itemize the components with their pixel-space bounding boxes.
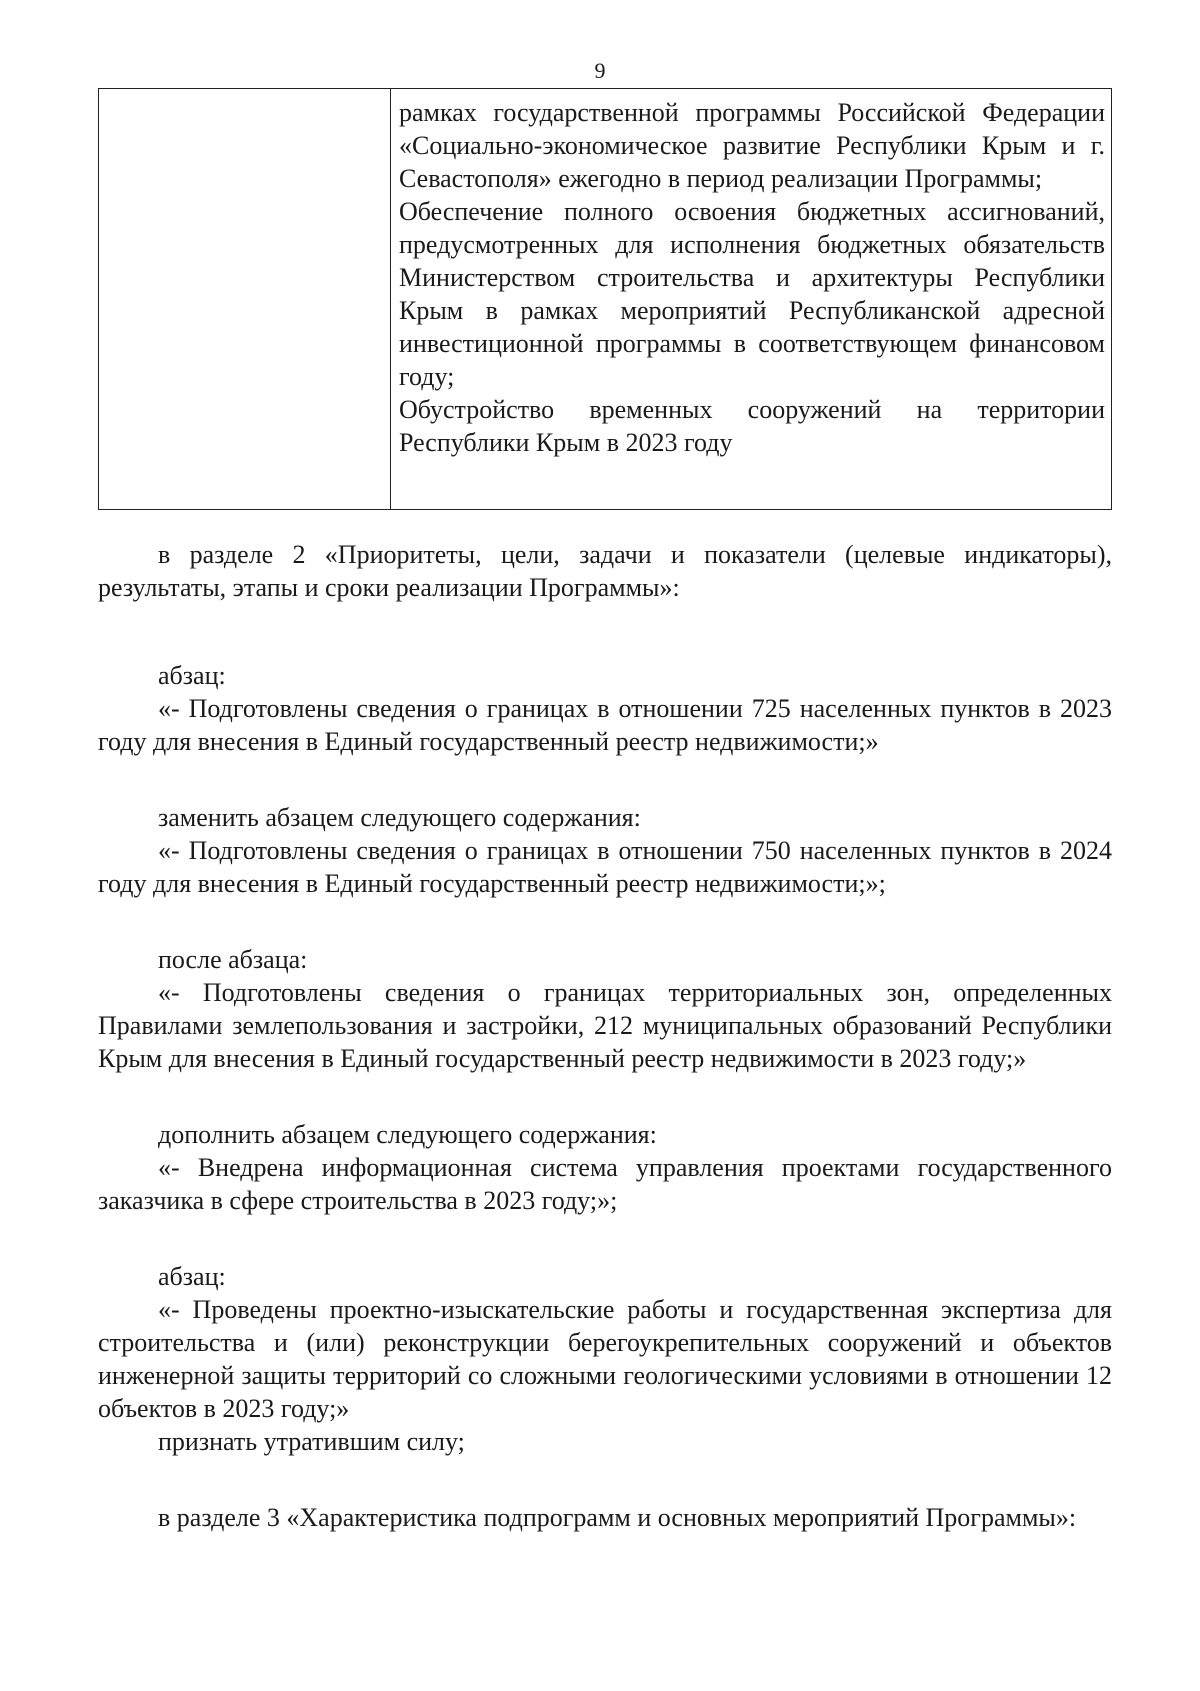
- quoted-paragraph: «- Подготовлены сведения о границах в отношении 725 населенных пунктов в 2023 году для внесения в Единый государственный реестр недвижимости;»: [98, 694, 1112, 756]
- table-left-cell: [99, 89, 391, 509]
- page-number: 9: [594, 58, 606, 83]
- table-right-cell: [391, 89, 1111, 509]
- instruction-repeal: признать утратившим силу;: [158, 1427, 465, 1456]
- continuation-table: [98, 88, 1112, 510]
- instruction-after: после абзаца:: [158, 945, 308, 974]
- quoted-paragraph: «- Подготовлены сведения о границах территориальных зон, определенных Правилами землепользования и застройки, 212 муниципальных образований Республики Крым для внесения в Единый государственный реестр недвижимости в 2023 году;»: [98, 978, 1112, 1073]
- table-text-line: рамках государственной программы Российской Федерации «Социально-экономическое развитие Республики Крым и г. Севастополя» ежегодно в период реализации Программы;: [399, 98, 1105, 193]
- section-2-intro: в разделе 2 «Приоритеты, цели, задачи и показатели (целевые индикаторы), результаты, этапы и сроки реализации Программы»:: [98, 540, 1112, 602]
- document-body: [98, 538, 1112, 1534]
- table-text-line: Обеспечение полного освоения бюджетных ассигнований, предусмотренных для исполнения бюджетных обязательств Министерством строительства и архитектуры Республики Крым в рамках мероприятий Республиканской адресной инвестиционной программы в соответствующем финансовом году;: [399, 197, 1105, 391]
- quoted-paragraph: «- Проведены проектно-изыскательские работы и государственная экспертиза для строительства и (или) реконструкции берегоукрепительных сооружений и объектов инженерной защиты территорий со сложными геологическими условиями в отношении 12 объектов в 2023 году;»: [98, 1295, 1112, 1423]
- paragraph-label: абзац:: [158, 1262, 226, 1291]
- instruction-add: дополнить абзацем следующего содержания:: [158, 1120, 657, 1149]
- paragraph-label: абзац:: [158, 661, 226, 690]
- instruction-replace: заменить абзацем следующего содержания:: [158, 803, 641, 832]
- table-text-line: Обустройство временных сооружений на территории Республики Крым в 2023 году: [399, 395, 1105, 457]
- quoted-paragraph: «- Внедрена информационная система управления проектами государственного заказчика в сфере строительства в 2023 году;»;: [98, 1153, 1112, 1215]
- quoted-paragraph: «- Подготовлены сведения о границах в отношении 750 населенных пунктов в 2024 году для внесения в Единый государственный реестр недвижимости;»;: [98, 836, 1112, 898]
- section-3-intro: в разделе 3 «Характеристика подпрограмм и основных мероприятий Программы»:: [158, 1503, 1077, 1532]
